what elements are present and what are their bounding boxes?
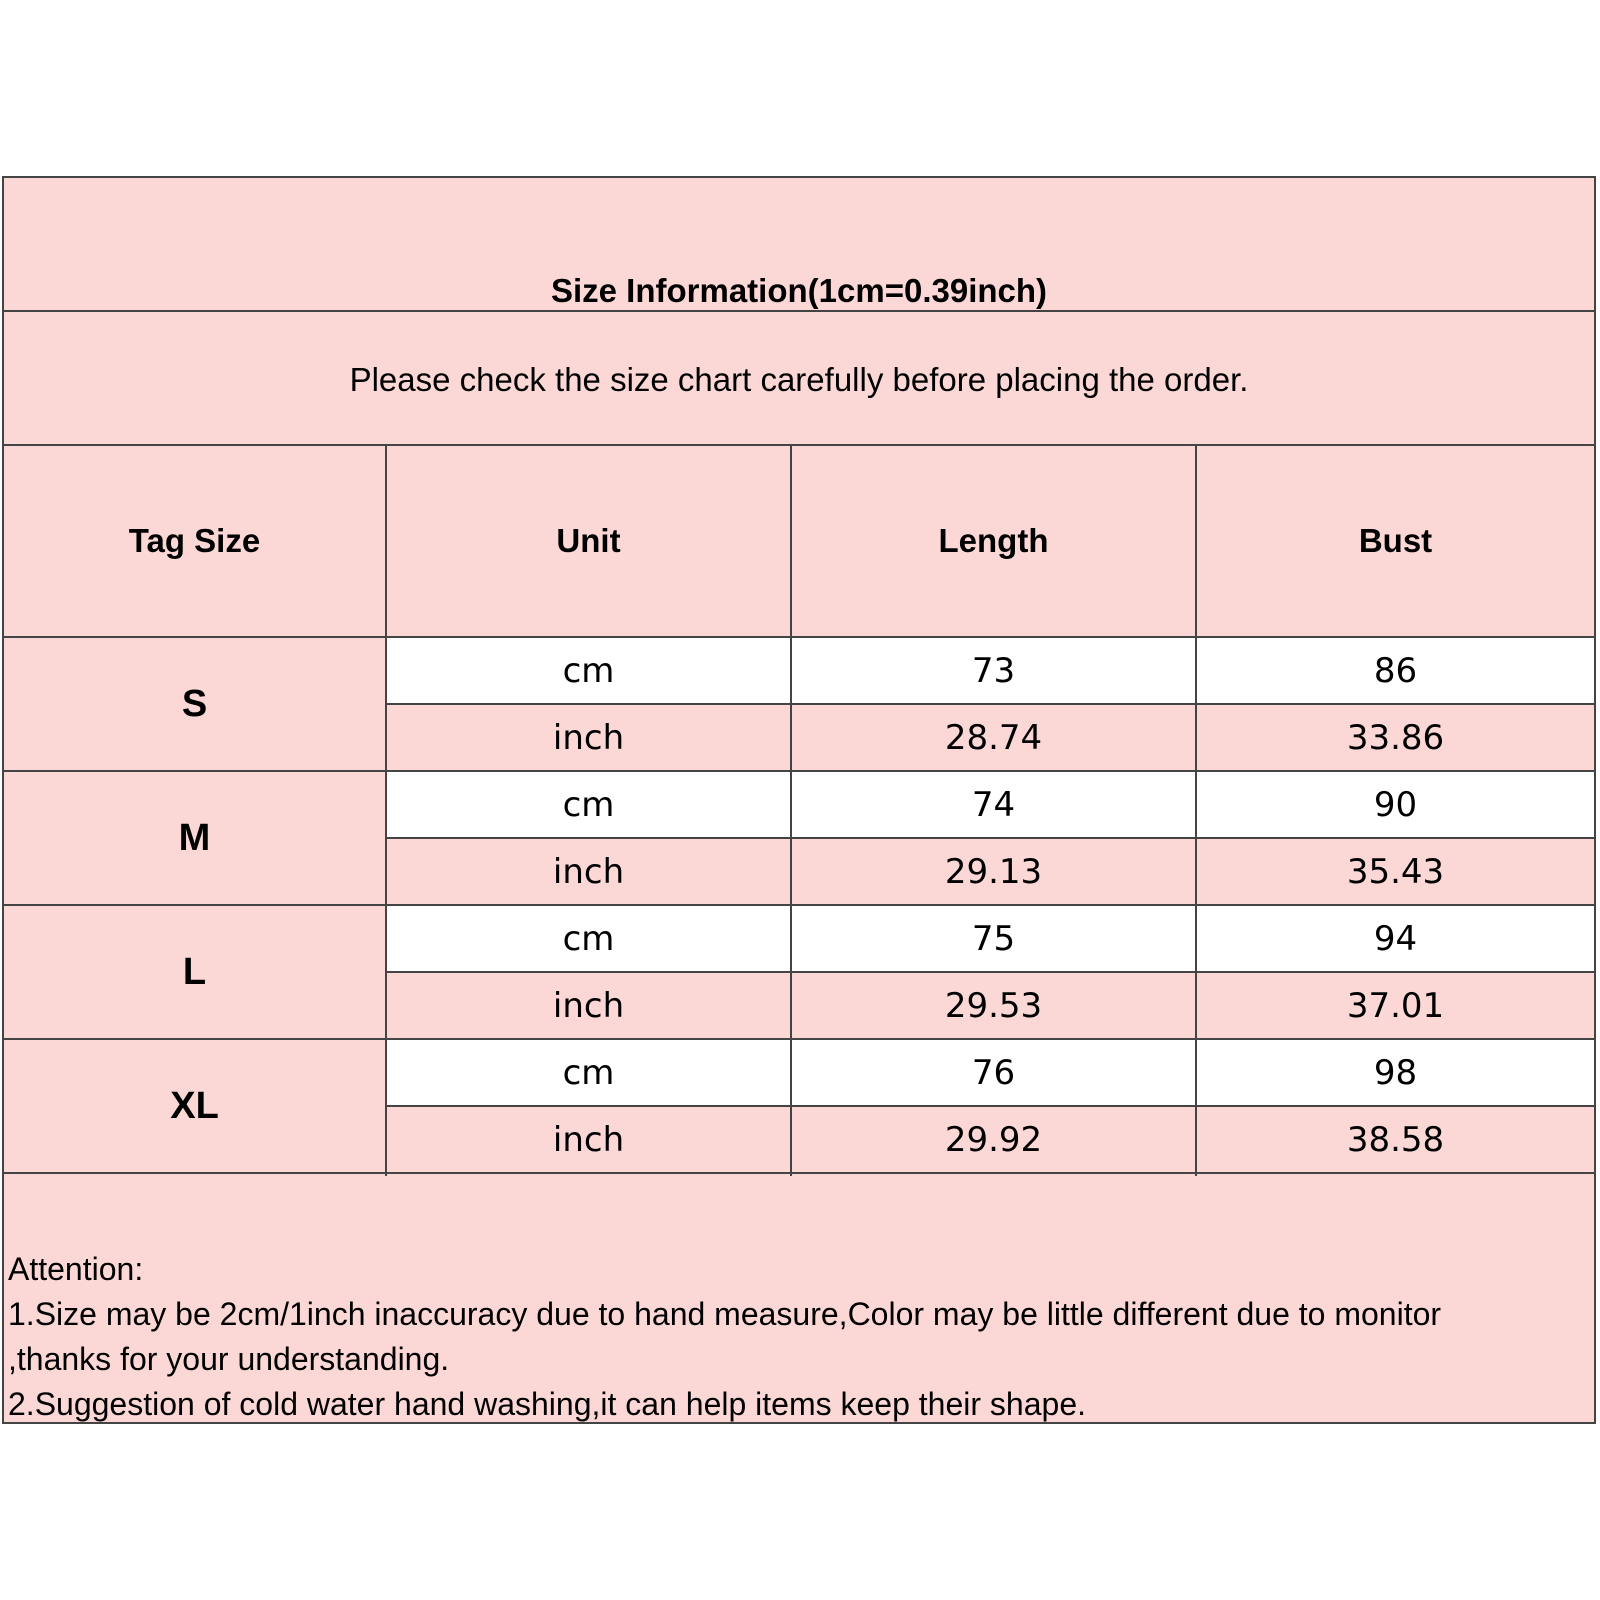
- bust-cm-cell: 90: [1197, 772, 1594, 838]
- unit-inch-cell: inch: [552, 852, 625, 892]
- unit-inch-cell: inch: [552, 986, 625, 1026]
- unit-cm-cell: cm: [387, 772, 790, 838]
- bust-cm-cell: 94: [1197, 906, 1594, 972]
- tag-size-cell: XL: [170, 1084, 219, 1127]
- length-inch-cell: 29.13: [944, 852, 1043, 892]
- attention-line-2: ,thanks for your understanding.: [8, 1341, 450, 1377]
- row-divider: [387, 703, 1594, 705]
- divider: [4, 310, 1594, 312]
- length-inch-cell: 29.53: [944, 986, 1043, 1026]
- tag-size-cell: S: [181, 682, 208, 725]
- header-bust: Bust: [1358, 522, 1433, 559]
- column-divider: [1195, 446, 1197, 1176]
- unit-cm-cell: cm: [387, 906, 790, 972]
- length-cm-cell: 76: [792, 1040, 1195, 1106]
- tag-size-cell: M: [178, 816, 211, 859]
- bust-inch-cell: 35.43: [1346, 852, 1445, 892]
- length-inch-cell: 29.92: [944, 1120, 1043, 1160]
- row-divider: [387, 837, 1594, 839]
- length-inch-cell: 28.74: [944, 718, 1043, 758]
- chart-title: Size Information(1cm=0.39inch): [550, 272, 1048, 309]
- bust-inch-cell: 38.58: [1346, 1120, 1445, 1160]
- header-length: Length: [938, 522, 1049, 559]
- unit-cm-cell: cm: [387, 638, 790, 704]
- tag-size-cell: L: [182, 950, 207, 993]
- unit-cm-cell: cm: [387, 1040, 790, 1106]
- unit-inch-cell: inch: [552, 718, 625, 758]
- bust-inch-cell: 33.86: [1346, 718, 1445, 758]
- length-cm-cell: 74: [792, 772, 1195, 838]
- length-cm-cell: 73: [792, 638, 1195, 704]
- attention-line-3: 2.Suggestion of cold water hand washing,it can help items keep their shape.: [8, 1386, 1086, 1422]
- attention-heading: Attention:: [8, 1251, 144, 1287]
- group-divider: [4, 1172, 1594, 1174]
- length-cm-cell: 75: [792, 906, 1195, 972]
- bust-cm-cell: 98: [1197, 1040, 1594, 1106]
- bust-inch-cell: 37.01: [1346, 986, 1445, 1026]
- header-unit: Unit: [556, 522, 621, 559]
- attention-line-1: 1.Size may be 2cm/1inch inaccuracy due to hand measure,Color may be little different due to monitor: [8, 1296, 1442, 1332]
- size-chart-table: [2, 176, 1596, 1424]
- header-tag-size: Tag Size: [128, 522, 261, 559]
- attention-notes: [8, 1247, 1594, 1427]
- bust-cm-cell: 86: [1197, 638, 1594, 704]
- chart-subtitle: Please check the size chart carefully before placing the order.: [349, 361, 1249, 398]
- column-divider: [385, 446, 387, 1176]
- row-divider: [387, 971, 1594, 973]
- row-divider: [387, 1105, 1594, 1107]
- column-divider: [790, 446, 792, 1176]
- unit-inch-cell: inch: [552, 1120, 625, 1160]
